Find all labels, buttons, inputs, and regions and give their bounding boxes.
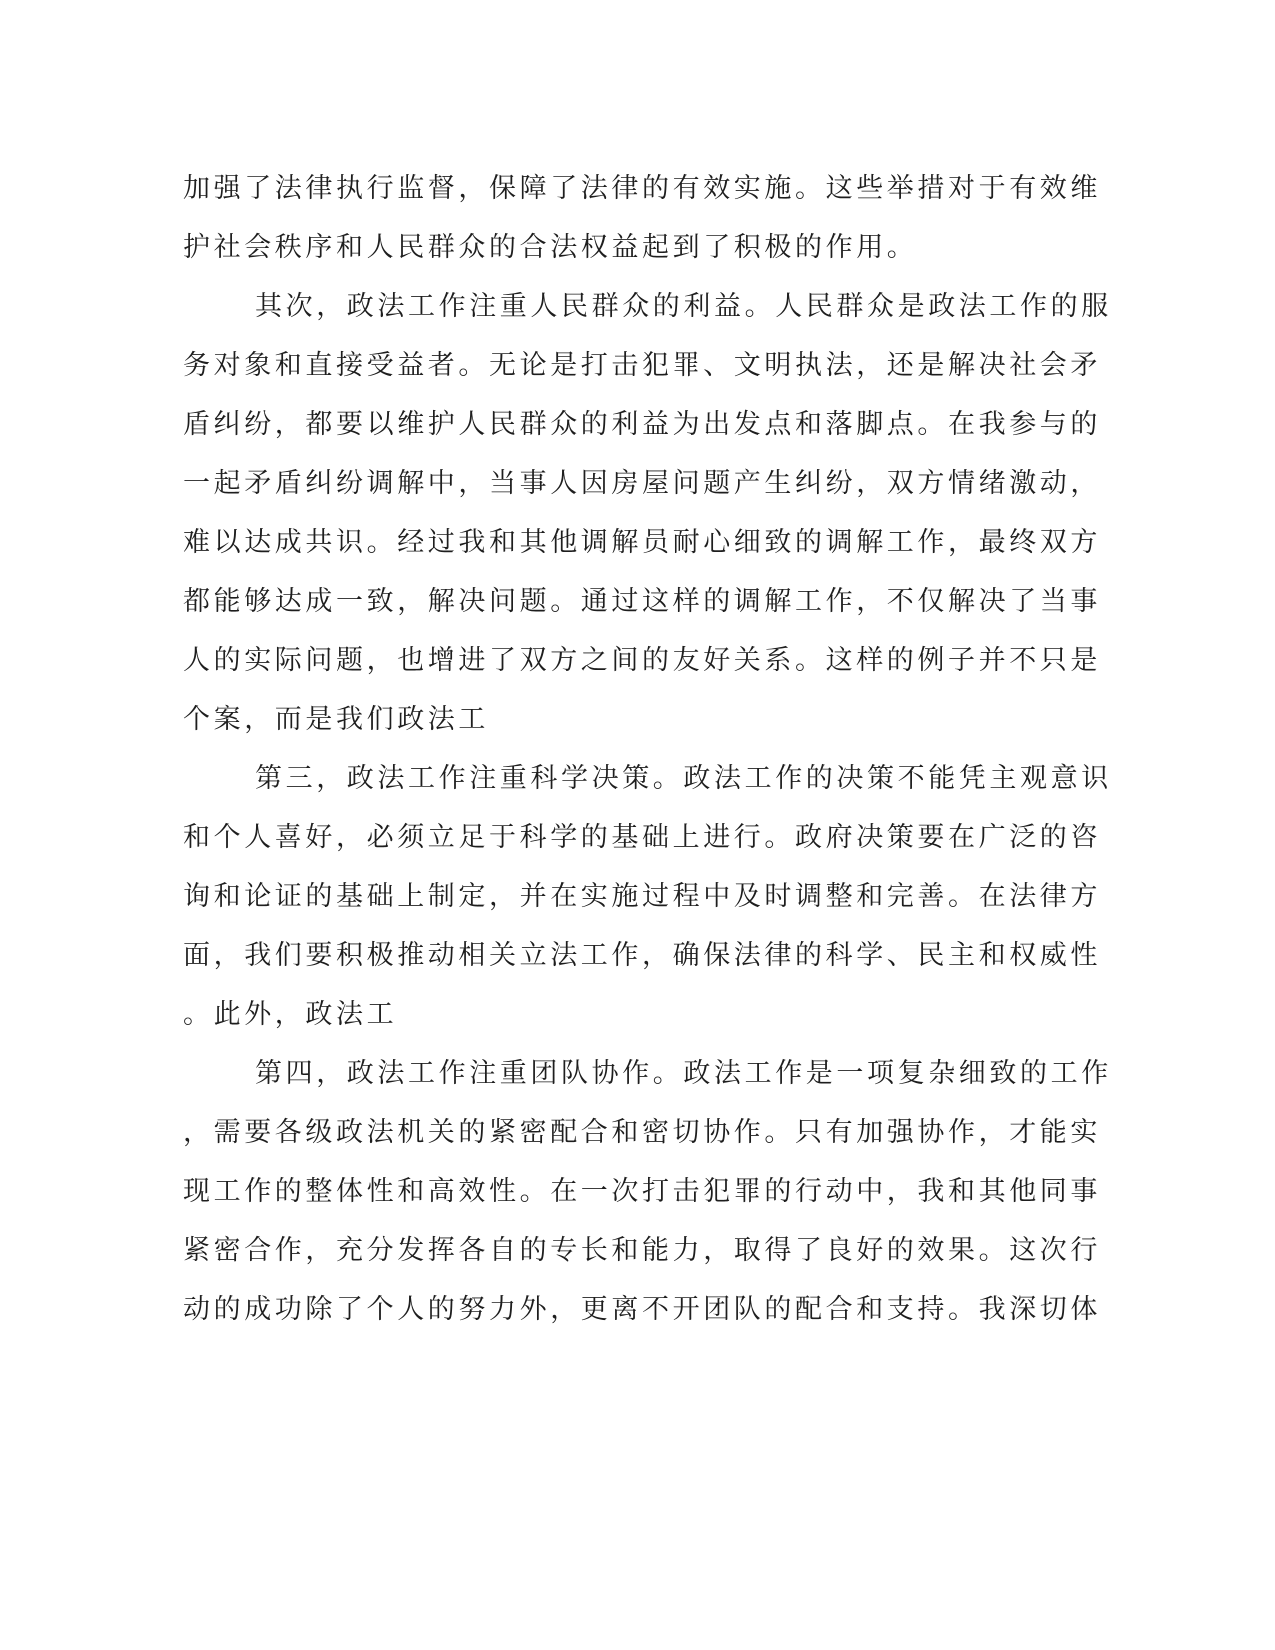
text-line: 现工作的整体性和高效性。在一次打击犯罪的行动中，我和其他同事 [183,1176,1101,1207]
body-text [183,159,1112,1339]
text-line: 紧密合作，充分发挥各自的专长和能力，取得了良好的效果。这次行 [183,1235,1101,1266]
paragraph-start-line: 第三，政法工作注重科学决策。政法工作的决策不能凭主观意识 [255,763,1112,794]
text-line: 人的实际问题，也增进了双方之间的友好关系。这样的例子并不只是 [183,645,1101,676]
text-line: 盾纠纷，都要以维护人民群众的利益为出发点和落脚点。在我参与的 [183,409,1101,440]
text-line: 个案，而是我们政法工 [183,704,489,735]
text-line: 。此外，政法工 [183,999,398,1030]
paragraph-start-line: 其次，政法工作注重人民群众的利益。人民群众是政法工作的服 [255,291,1112,322]
text-line: ，需要各级政法机关的紧密配合和密切协作。只有加强协作，才能实 [183,1117,1101,1148]
text-line: 和个人喜好，必须立足于科学的基础上进行。政府决策要在广泛的咨 [183,822,1101,853]
text-line: 护社会秩序和人民群众的合法权益起到了积极的作用。 [183,232,918,263]
text-line: 难以达成共识。经过我和其他调解员耐心细致的调解工作，最终双方 [183,527,1101,558]
text-line: 都能够达成一致，解决问题。通过这样的调解工作，不仅解决了当事 [183,586,1101,617]
text-line: 一起矛盾纠纷调解中，当事人因房屋问题产生纠纷，双方情绪激动， [183,468,1101,499]
text-line: 加强了法律执行监督，保障了法律的有效实施。这些举措对于有效维 [183,173,1101,204]
text-line: 面，我们要积极推动相关立法工作，确保法律的科学、民主和权威性 [183,940,1101,971]
text-line: 询和论证的基础上制定，并在实施过程中及时调整和完善。在法律方 [183,881,1101,912]
paragraph-start-line: 第四，政法工作注重团队协作。政法工作是一项复杂细致的工作 [255,1058,1112,1089]
text-line: 动的成功除了个人的努力外，更离不开团队的配合和支持。我深切体 [183,1294,1101,1325]
text-line: 务对象和直接受益者。无论是打击犯罪、文明执法，还是解决社会矛 [183,350,1101,381]
